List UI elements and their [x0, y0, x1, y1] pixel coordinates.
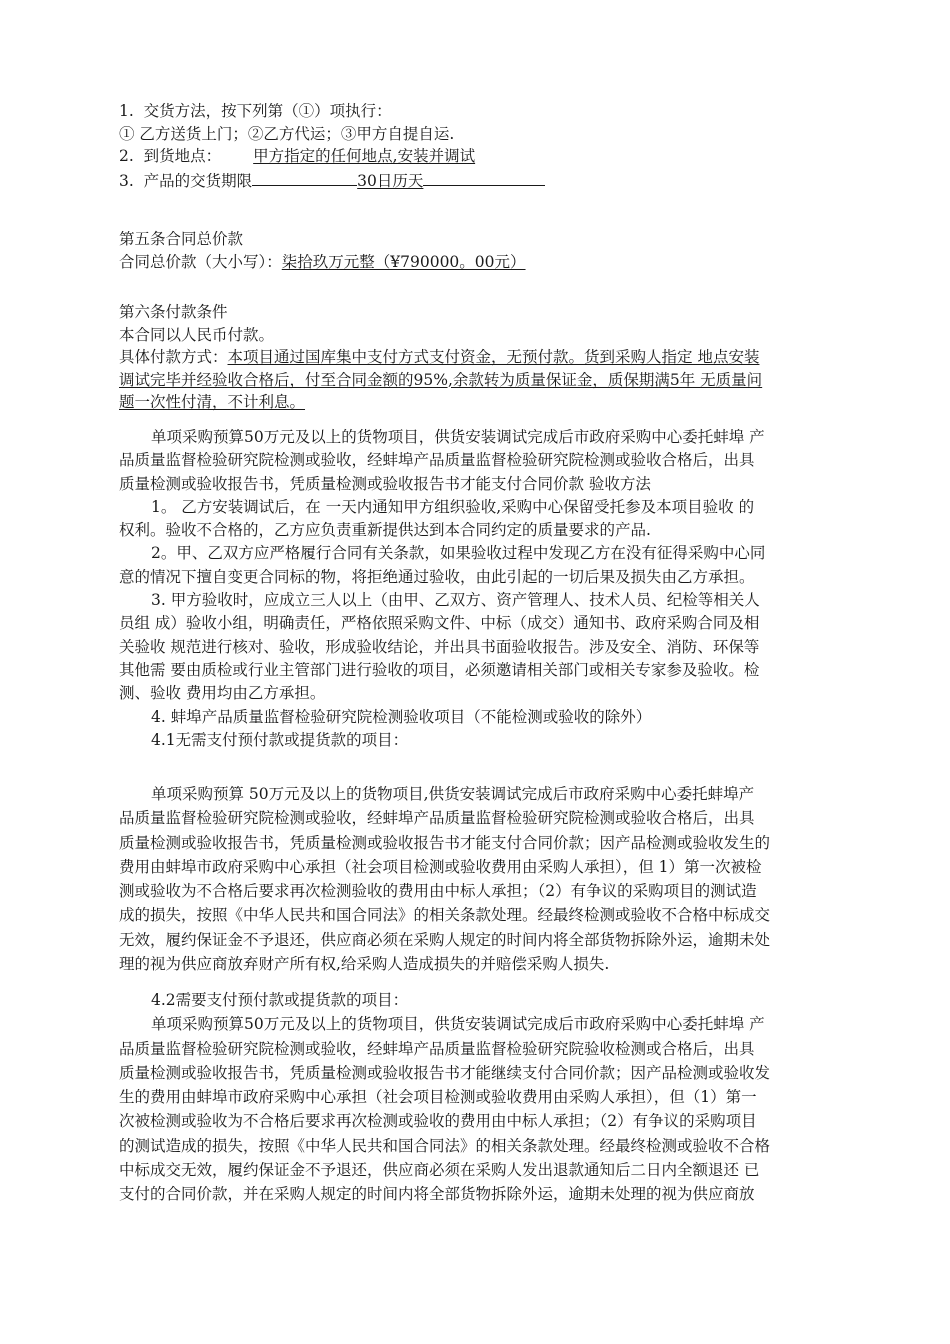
paragraph-line: 单项采购预算50万元及以上的货物项目，供货安装调试完成后市政府采购中心委托蚌埠 产	[151, 1015, 765, 1034]
article-5	[119, 228, 839, 273]
delivery-period-value: 30日历天	[357, 171, 424, 190]
item-label: 到货地点：	[143, 147, 222, 165]
item-number: 3.	[119, 171, 134, 190]
article-6	[119, 301, 839, 414]
acceptance-section	[119, 426, 839, 752]
paragraph-line: 权利。验收不合格的，乙方应负责重新提供达到本合同约定的质量要求的产品.	[119, 521, 651, 540]
section-4-2	[119, 988, 839, 1207]
paragraph-line: 关验收 规范进行核对、验收，形成验收结论，并出具书面验收报告。涉及安全、消防、环保等	[119, 637, 760, 656]
paragraph-line: 支付的合同价款，并在采购人规定的时间内将全部货物拆除外运，逾期未处理的视为供应商放	[119, 1185, 755, 1204]
article-6-title: 第六条付款条件	[119, 303, 228, 321]
paragraph-line: 品质量监督检验研究院检测或验收，经蚌埠产品质量监督检验研究院检测或验收合格后，出具	[119, 451, 755, 470]
paragraph-line: 无效，履约保证金不予退还，供应商必须在采购人规定的时间内将全部货物拆除外运，逾期未处	[119, 930, 771, 949]
paragraph-line: 品质量监督检验研究院检测或验收，经蚌埠产品质量监督检验研究院验收检测或合格后，出具	[119, 1039, 755, 1058]
delivery-section	[119, 100, 839, 192]
paragraph-line: 质量检测或验收报告书，凭质量检测或验收报告书才能支付合同价款 验收方法	[119, 474, 651, 493]
paragraph-line: 成的损失，按照《中华人民共和国合同法》的相关条款处理。经最终检测或验收不合格中标成交	[119, 906, 771, 925]
paragraph-line: 其他需 要由质检或行业主管部门进行验收的项目，必须邀请相关部门或相关专家参及验收。检	[119, 660, 760, 679]
blank-line	[423, 168, 545, 186]
total-price-value: 柒拾玖万元整（¥790000。00元）	[281, 252, 526, 271]
paragraph-line: 次被检测或验收为不合格后要求再次检测或验收的费用由中标人承担；（2）有争议的采购项目	[119, 1112, 757, 1131]
payment-method-text: 本项目通过国库集中支付方式支付资金，无预付款。货到采购人指定 地点安装	[227, 348, 760, 366]
delivery-item-3	[119, 168, 839, 193]
paragraph-line: 的测试造成的损失，按照《中华人民共和国合同法》的相关条款处理。经最终检测或验收不合格	[119, 1136, 771, 1155]
paragraph-line: 理的视为供应商放弃财产所有权,给采购人造成损失的并赔偿采购人损失.	[119, 955, 610, 974]
acceptance-item-3: 3. 甲方验收时，应成立三人以上（由甲、乙双方、资产管理人、技术人员、纪检等相关人	[151, 591, 760, 610]
item-label: 产品的交货期限	[143, 171, 253, 190]
delivery-options: ① 乙方送货上门；②乙方代运；③甲方自提自运.	[119, 124, 455, 143]
acceptance-item-4: 4. 蚌埠产品质量监督检验研究院检测验收项目（不能检测或验收的除外）	[151, 707, 652, 726]
paragraph-line: 生的费用由蚌埠市政府采购中心承担（社会项目检测或验收费用由采购人承担），但（1）第一	[119, 1088, 757, 1107]
delivery-item-2	[119, 145, 839, 168]
item-text: 交货方法，按下列第（①）项执行：	[143, 102, 392, 120]
paragraph-line: 中标成交无效，履约保证金不予退还，供应商必须在采购人发出退款通知后二日内全额退还 已	[119, 1161, 760, 1180]
paragraph-line: 质量检测或验收报告书，凭质量检测或验收报告书才能继续支付合同价款；因产品检测或验收发	[119, 1063, 771, 1082]
section-4-1-title: 4.1无需支付预付款或提货款的项目：	[151, 730, 409, 749]
section-4-1	[119, 782, 839, 976]
item-number: 2.	[119, 147, 134, 165]
total-price-line	[119, 251, 839, 274]
paragraph-line: 单项采购预算 50万元及以上的货物项目,供货安装调试完成后市政府采购中心委托蚌埠产	[151, 785, 755, 803]
payment-method-label: 具体付款方式：	[119, 348, 228, 366]
delivery-item-1	[119, 100, 839, 123]
delivery-location-value: 甲方指定的任何地点,安装并调试	[253, 147, 476, 165]
acceptance-item-2: 2。甲、乙双方应严格履行合同有关条款，如果验收过程中发现乙方在没有征得采购中心同	[151, 544, 766, 563]
acceptance-item-1: 1。 乙方安装调试后，在 一天内通知甲方组织验收,采购中心保留受托参及本项目验收 的	[151, 497, 755, 516]
total-price-label: 合同总价款（大小写）：	[119, 252, 282, 271]
paragraph-line: 单项采购预算50万元及以上的货物项目，供货安装调试完成后市政府采购中心委托蚌埠 产	[151, 428, 765, 446]
paragraph-line: 测或验收为不合格后要求再次检测验收的费用由中标人承担；（2）有争议的采购项目的测试造	[119, 882, 757, 901]
paragraph-line: 意的情况下擅自变更合同标的物，将拒绝通过验收，由此引起的一切后果及损失由乙方承担。	[119, 567, 755, 586]
paragraph-line: 质量检测或验收报告书，凭质量检测或验收报告书才能支付合同价款；因产品检测或验收发生的	[119, 833, 771, 852]
paragraph-line: 测、验收 费用均由乙方承担。	[119, 684, 326, 703]
item-number: 1.	[119, 102, 134, 120]
paragraph-line: 员组 成）验收小组，明确责任，严格依照采购文件、中标（成交）通知书、政府采购合同及相	[119, 614, 760, 633]
article-5-title: 第五条合同总价款	[119, 230, 244, 248]
blank-line	[252, 168, 357, 186]
section-4-2-title: 4.2需要支付预付款或提货款的项目：	[151, 991, 409, 1009]
paragraph-line: 费用由蚌埠市政府采购中心承担（社会项目检测或验收费用由采购人承担），但 1）第一次被检	[119, 857, 762, 876]
payment-method-line-1	[119, 346, 839, 369]
paragraph-line: 品质量监督检验研究院检测或验收，经蚌埠产品质量监督检验研究院检测或验收合格后，出具	[119, 809, 755, 828]
payment-method-line-2: 调试完毕并经验收合格后，付至合同金额的95%,余款转为质量保证金，质保期满5年 无质量问	[119, 370, 763, 389]
payment-method-line-3: 题一次性付清，不计利息。	[119, 393, 306, 411]
payment-currency: 本合同以人民币付款。	[119, 325, 275, 344]
